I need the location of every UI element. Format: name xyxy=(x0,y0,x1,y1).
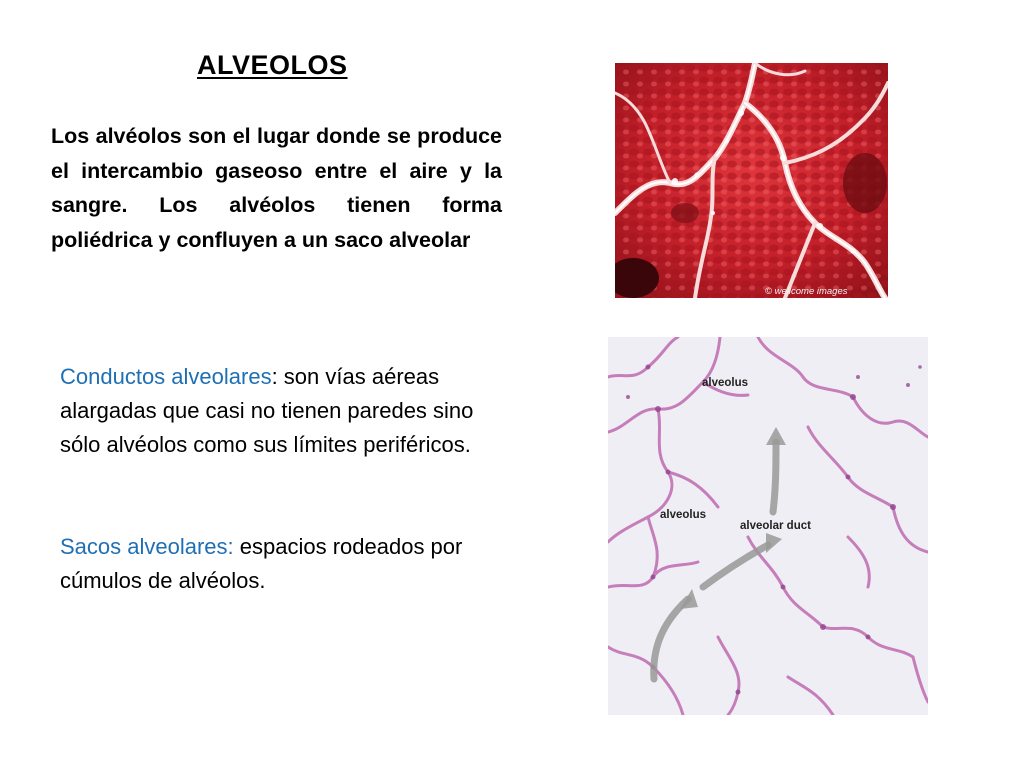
histology-image xyxy=(608,337,928,715)
label-alveolar-duct: alveolar duct xyxy=(740,520,811,532)
intro-paragraph: Los alvéolos son el lugar donde se produce el intercambio gaseoso entre el aire y la sangre. Los alvéolos tienen forma poliédrica y confluyen a un saco alveolar xyxy=(51,124,502,252)
definition-alveolar-ducts xyxy=(60,360,500,462)
term-alveolar-ducts: Conductos alveolares xyxy=(60,364,272,389)
electron-micrograph-image xyxy=(615,63,888,298)
label-alveolus-left: alveolus xyxy=(660,509,707,521)
definition-alveolar-ducts-text: : son vías aéreas alargadas que casi no tienen paredes sino sólo alvéolos como sus límites periféricos. xyxy=(60,364,474,457)
label-alveolus-top: alveolus xyxy=(702,377,749,389)
micrograph-watermark: © wellcome images xyxy=(765,286,848,297)
slide-title: ALVEOLOS xyxy=(197,50,348,80)
definition-alveolar-sacs xyxy=(60,530,500,598)
term-alveolar-sacs: Sacos alveolares: xyxy=(60,534,234,559)
definition-alveolar-sacs-text: espacios rodeados por cúmulos de alvéolos. xyxy=(60,534,463,593)
